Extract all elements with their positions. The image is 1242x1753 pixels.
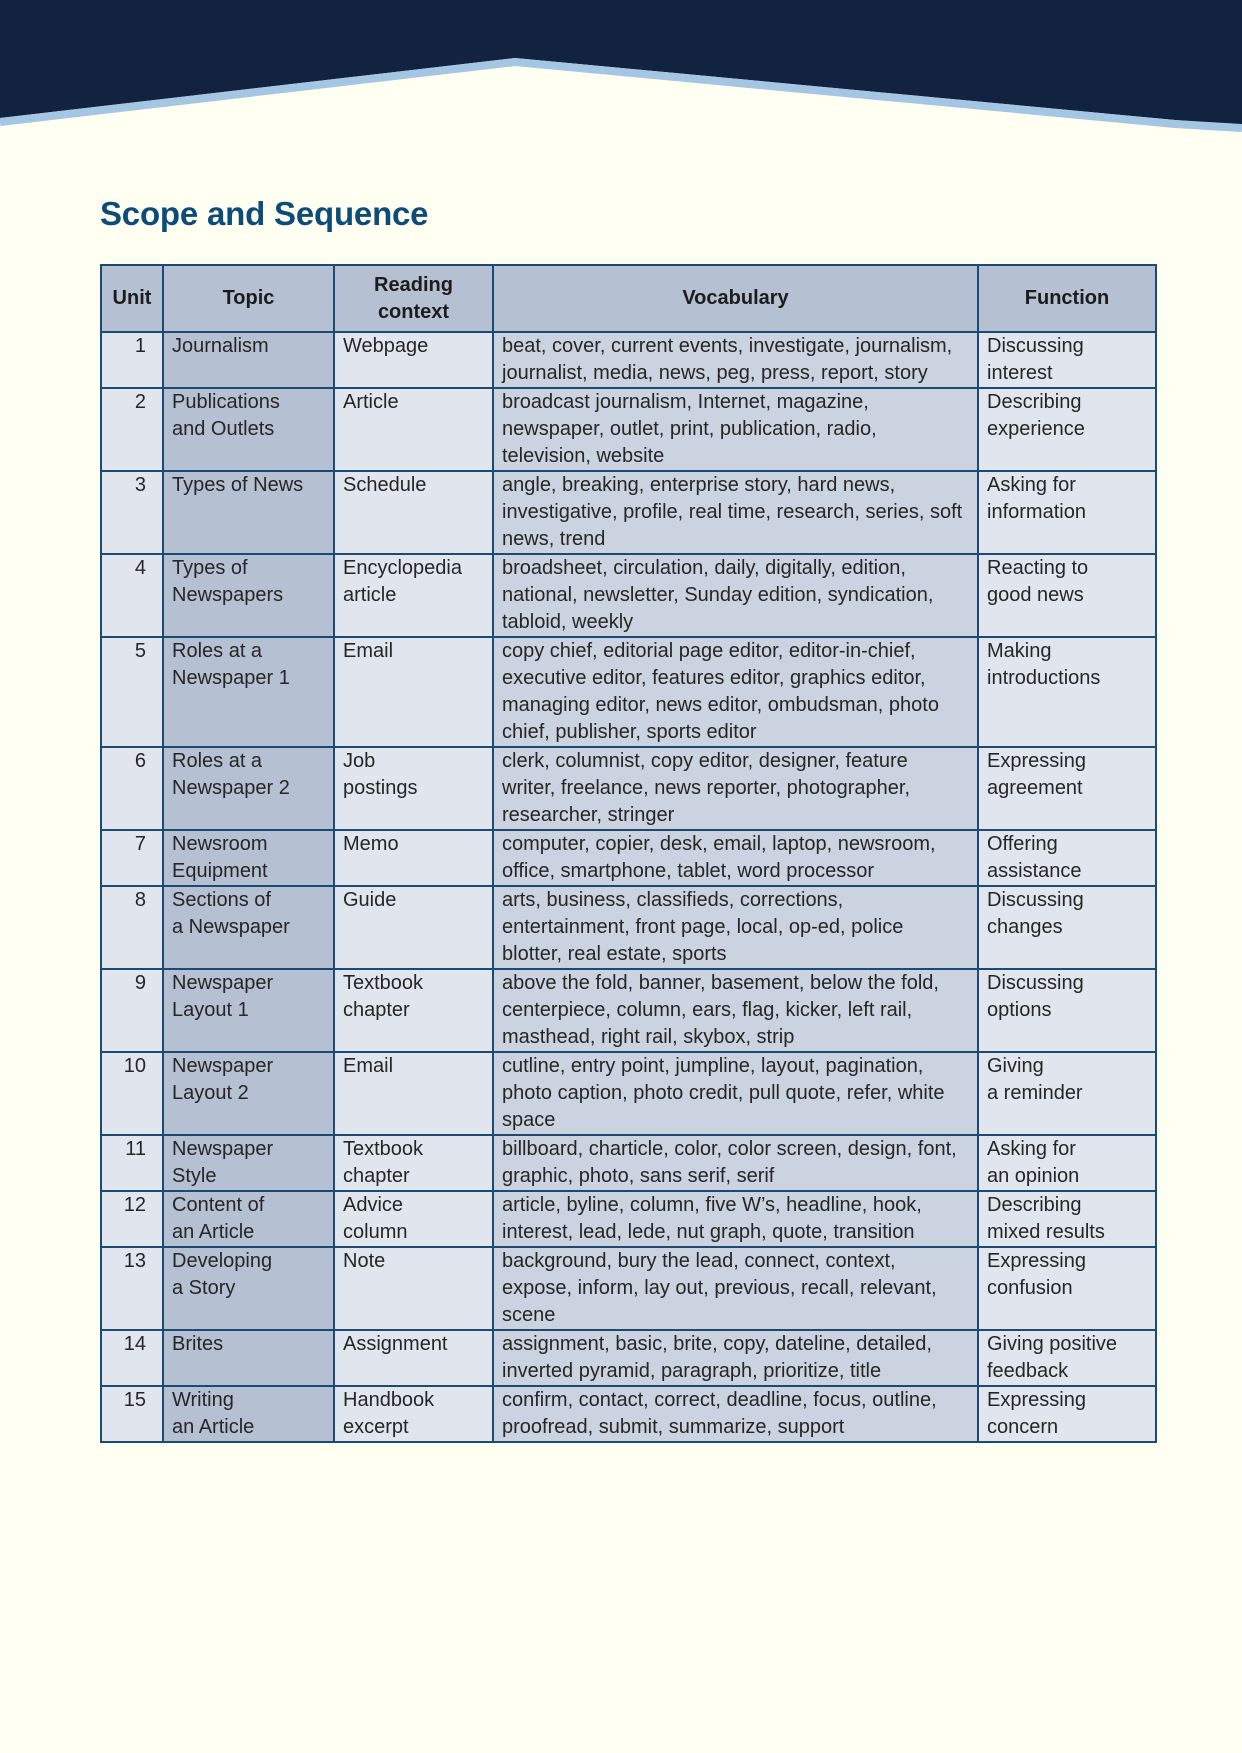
vocabulary-cell-line: beat, cover, current events, investigate, journalism, (502, 335, 953, 357)
function-cell-line: information (987, 501, 1086, 523)
vocabulary-cell-line: tabloid, weekly (502, 611, 634, 633)
function-cell (978, 747, 1156, 830)
vocabulary-cell-line: managing editor, news editor, ombudsman, photo (502, 694, 939, 716)
function-cell (978, 637, 1156, 747)
vocabulary-cell-line: centerpiece, column, ears, flag, kicker, left rail, (502, 999, 913, 1021)
table-row (101, 1191, 1156, 1247)
topic-cell-line: Sections of (172, 889, 271, 911)
reading-context-cell (334, 1135, 493, 1191)
vocabulary-cell (493, 471, 978, 554)
reading-context-cell-line: Schedule (343, 474, 427, 496)
reading-context-cell-line: Article (343, 391, 399, 413)
page-title: Scope and Sequence (100, 195, 429, 232)
unit-cell: 6 (101, 747, 163, 830)
function-cell (978, 1386, 1156, 1442)
vocabulary-cell-line: news, trend (502, 528, 606, 550)
unit-cell: 4 (101, 554, 163, 637)
reading-context-cell-line: column (343, 1221, 408, 1243)
vocabulary-cell-line: cutline, entry point, jumpline, layout, pagination, (502, 1055, 924, 1077)
reading-context-cell (334, 886, 493, 969)
vocabulary-cell (493, 747, 978, 830)
function-cell (978, 1330, 1156, 1386)
table-row (101, 1247, 1156, 1330)
vocabulary-cell-line: confirm, contact, correct, deadline, focus, outline, (502, 1389, 937, 1411)
vocabulary-cell-line: masthead, right rail, skybox, strip (502, 1026, 795, 1048)
topic-cell-line: Style (172, 1165, 217, 1187)
topic-cell-line: Content of (172, 1194, 265, 1216)
reading-context-cell-line: Handbook (343, 1389, 435, 1411)
reading-context-cell-line: article (343, 584, 397, 606)
banner-dark-band (0, 0, 1242, 125)
table-row (101, 332, 1156, 388)
topic-cell-line: Layout 2 (172, 1082, 249, 1104)
vocabulary-cell-line: scene (502, 1304, 556, 1326)
reading-context-cell-line: Note (343, 1250, 386, 1272)
function-cell-line: agreement (987, 777, 1083, 799)
table-row (101, 1135, 1156, 1191)
function-cell-line: interest (987, 362, 1053, 384)
reading-context-cell-line: Job (343, 750, 376, 772)
function-cell-line: Asking for (987, 1138, 1076, 1160)
unit-cell: 12 (101, 1191, 163, 1247)
table-row (101, 637, 1156, 747)
reading-context-cell (334, 1247, 493, 1330)
vocabulary-cell (493, 388, 978, 471)
function-cell-line: Offering (987, 833, 1058, 855)
vocabulary-cell-line: researcher, stringer (502, 804, 675, 826)
function-cell-line: Expressing (987, 1250, 1086, 1272)
topic-cell-line: Roles at a (172, 640, 263, 662)
reading-context-cell-line: Webpage (343, 335, 429, 357)
unit-cell: 11 (101, 1135, 163, 1191)
vocabulary-cell-line: article, byline, column, five W’s, headline, hook, (502, 1194, 922, 1216)
function-cell-line: experience (987, 418, 1085, 440)
function-cell-line: confusion (987, 1277, 1073, 1299)
function-cell (978, 554, 1156, 637)
reading-context-cell-line: Guide (343, 889, 397, 911)
reading-context-cell (334, 1330, 493, 1386)
vocabulary-cell (493, 1191, 978, 1247)
unit-cell: 13 (101, 1247, 163, 1330)
table-row (101, 747, 1156, 830)
function-cell-line: concern (987, 1416, 1059, 1438)
function-cell (978, 332, 1156, 388)
topic-cell (163, 886, 334, 969)
function-cell-line: assistance (987, 860, 1082, 882)
vocabulary-cell (493, 554, 978, 637)
header-reading-context (334, 265, 493, 332)
topic-cell (163, 1191, 334, 1247)
vocabulary-cell-line: broadcast journalism, Internet, magazine, (502, 391, 869, 413)
vocabulary-cell (493, 1135, 978, 1191)
function-cell-line: mixed results (987, 1221, 1105, 1243)
header-reading-context-line: Reading (374, 273, 453, 296)
topic-cell-line: a Newspaper (172, 916, 290, 938)
table-header-row (101, 265, 1156, 332)
vocabulary-cell-line: entertainment, front page, local, op-ed, police (502, 916, 904, 938)
function-cell-line: Describing (987, 1194, 1082, 1216)
unit-cell: 5 (101, 637, 163, 747)
unit-cell: 14 (101, 1330, 163, 1386)
reading-context-cell-line: chapter (343, 1165, 410, 1187)
unit-cell: 8 (101, 886, 163, 969)
topic-cell (163, 830, 334, 886)
vocabulary-cell-line: chief, publisher, sports editor (502, 721, 757, 743)
vocabulary-cell (493, 1330, 978, 1386)
function-cell (978, 1191, 1156, 1247)
reading-context-cell (334, 969, 493, 1052)
function-cell-line: Asking for (987, 474, 1076, 496)
unit-cell: 7 (101, 830, 163, 886)
table-row (101, 471, 1156, 554)
reading-context-cell-line: Memo (343, 833, 399, 855)
vocabulary-cell (493, 886, 978, 969)
reading-context-cell (334, 1191, 493, 1247)
table-row (101, 830, 1156, 886)
vocabulary-cell-line: broadsheet, circulation, daily, digitally, edition, (502, 557, 906, 579)
function-cell-line: feedback (987, 1360, 1069, 1382)
reading-context-cell-line: Assignment (343, 1333, 448, 1355)
vocabulary-cell-line: inverted pyramid, paragraph, prioritize, title (502, 1360, 882, 1382)
table-row (101, 886, 1156, 969)
vocabulary-cell-line: investigative, profile, real time, research, series, soft (502, 501, 963, 523)
vocabulary-cell-line: photo caption, photo credit, pull quote, refer, white (502, 1082, 945, 1104)
topic-cell-line: Roles at a (172, 750, 263, 772)
vocabulary-cell (493, 332, 978, 388)
function-cell-line: Discussing (987, 972, 1084, 994)
reading-context-cell-line: Encyclopedia (343, 557, 462, 579)
topic-cell-line: an Article (172, 1221, 255, 1243)
unit-cell: 2 (101, 388, 163, 471)
topic-cell-line: Publications (172, 391, 280, 413)
topic-cell (163, 471, 334, 554)
table-row (101, 554, 1156, 637)
topic-cell (163, 332, 334, 388)
function-cell-line: introductions (987, 667, 1101, 689)
vocabulary-cell-line: proofread, submit, summarize, support (502, 1416, 845, 1438)
topic-cell-line: Newsroom (172, 833, 268, 855)
vocabulary-cell (493, 1052, 978, 1135)
reading-context-cell (334, 471, 493, 554)
topic-cell-line: and Outlets (172, 418, 275, 440)
function-cell-line: Discussing (987, 335, 1084, 357)
vocabulary-cell (493, 637, 978, 747)
vocabulary-cell-line: writer, freelance, news reporter, photographer, (502, 777, 911, 799)
function-cell-line: a reminder (987, 1082, 1083, 1104)
reading-context-cell-line: Email (343, 1055, 394, 1077)
unit-cell: 1 (101, 332, 163, 388)
topic-cell-line: Newspaper 1 (172, 667, 290, 689)
vocabulary-cell (493, 969, 978, 1052)
function-cell-line: an opinion (987, 1165, 1080, 1187)
reading-context-cell (334, 1386, 493, 1442)
reading-context-cell-line: Advice (343, 1194, 404, 1216)
header-unit: Unit (101, 265, 163, 332)
topic-cell (163, 637, 334, 747)
vocabulary-cell-line: assignment, basic, brite, copy, dateline, detailed, (502, 1333, 932, 1355)
function-cell-line: Expressing (987, 1389, 1086, 1411)
function-cell (978, 388, 1156, 471)
reading-context-cell-line: Textbook (343, 1138, 424, 1160)
topic-cell-line: Types of News (172, 474, 304, 496)
function-cell (978, 886, 1156, 969)
vocabulary-cell-line: copy chief, editorial page editor, editor-in-chief, (502, 640, 916, 662)
header-reading-context-line: context (377, 300, 450, 323)
topic-cell (163, 969, 334, 1052)
topic-cell-line: Newspapers (172, 584, 284, 606)
vocabulary-cell-line: above the fold, banner, basement, below the fold, (502, 972, 939, 994)
reading-context-cell-line: chapter (343, 999, 410, 1021)
vocabulary-cell-line: executive editor, features editor, graphics editor, (502, 667, 926, 689)
function-cell (978, 471, 1156, 554)
vocabulary-cell-line: computer, copier, desk, email, laptop, newsroom, (502, 833, 936, 855)
reading-context-cell (334, 554, 493, 637)
function-cell-line: Expressing (987, 750, 1086, 772)
unit-cell: 9 (101, 969, 163, 1052)
table-row (101, 1330, 1156, 1386)
function-cell (978, 830, 1156, 886)
topic-cell (163, 1386, 334, 1442)
vocabulary-cell-line: clerk, columnist, copy editor, designer, feature (502, 750, 908, 772)
reading-context-cell-line: postings (343, 777, 418, 799)
vocabulary-cell-line: expose, inform, lay out, previous, recall, relevant, (502, 1277, 937, 1299)
vocabulary-cell-line: newspaper, outlet, print, publication, radio, (502, 418, 877, 440)
unit-cell: 3 (101, 471, 163, 554)
function-cell-line: Reacting to (987, 557, 1089, 579)
header-function: Function (978, 265, 1156, 332)
vocabulary-cell-line: interest, lead, lede, nut graph, quote, transition (502, 1221, 915, 1243)
reading-context-cell (334, 747, 493, 830)
topic-cell-line: Types of (172, 557, 248, 579)
table-row (101, 1052, 1156, 1135)
scope-sequence-table (100, 264, 1157, 1443)
topic-cell-line: Journalism (172, 335, 269, 357)
vocabulary-cell (493, 1386, 978, 1442)
vocabulary-cell-line: angle, breaking, enterprise story, hard news, (502, 474, 896, 496)
topic-cell-line: Newspaper (172, 1055, 274, 1077)
reading-context-cell (334, 388, 493, 471)
topic-cell (163, 1247, 334, 1330)
function-cell-line: good news (987, 584, 1084, 606)
vocabulary-cell-line: television, website (502, 445, 665, 467)
topic-cell (163, 747, 334, 830)
vocabulary-cell (493, 1247, 978, 1330)
header-vocabulary: Vocabulary (493, 265, 978, 332)
function-cell (978, 1247, 1156, 1330)
topic-cell (163, 554, 334, 637)
table-body (101, 332, 1156, 1442)
vocabulary-cell-line: journalist, media, news, peg, press, report, story (502, 362, 928, 384)
reading-context-cell (334, 332, 493, 388)
reading-context-cell (334, 830, 493, 886)
header-topic: Topic (163, 265, 334, 332)
reading-context-cell-line: excerpt (343, 1416, 409, 1438)
topic-cell-line: a Story (172, 1277, 236, 1299)
topic-cell-line: Layout 1 (172, 999, 249, 1021)
topic-cell (163, 1330, 334, 1386)
topic-cell (163, 1052, 334, 1135)
vocabulary-cell-line: office, smartphone, tablet, word processor (502, 860, 875, 882)
table-row (101, 388, 1156, 471)
function-cell (978, 1052, 1156, 1135)
unit-cell: 15 (101, 1386, 163, 1442)
function-cell-line: Giving positive (987, 1333, 1118, 1355)
reading-context-cell (334, 1052, 493, 1135)
reading-context-cell-line: Textbook (343, 972, 424, 994)
topic-cell (163, 388, 334, 471)
function-cell (978, 1135, 1156, 1191)
topic-cell-line: an Article (172, 1416, 255, 1438)
function-cell-line: Making (987, 640, 1052, 662)
function-cell-line: Describing (987, 391, 1082, 413)
reading-context-cell (334, 637, 493, 747)
topic-cell-line: Brites (172, 1333, 224, 1355)
header-banner (0, 0, 1242, 135)
topic-cell-line: Equipment (172, 860, 268, 882)
topic-cell-line: Newspaper (172, 972, 274, 994)
topic-cell-line: Newspaper 2 (172, 777, 290, 799)
table-row (101, 969, 1156, 1052)
vocabulary-cell-line: graphic, photo, sans serif, serif (502, 1165, 775, 1187)
function-cell (978, 969, 1156, 1052)
vocabulary-cell-line: space (502, 1109, 556, 1131)
reading-context-cell-line: Email (343, 640, 394, 662)
vocabulary-cell-line: background, bury the lead, connect, context, (502, 1250, 896, 1272)
topic-cell-line: Developing (172, 1250, 273, 1272)
vocabulary-cell-line: national, newsletter, Sunday edition, syndication, (502, 584, 934, 606)
function-cell-line: Discussing (987, 889, 1084, 911)
vocabulary-cell-line: billboard, charticle, color, color screen, design, font, (502, 1138, 957, 1160)
topic-cell-line: Writing (172, 1389, 234, 1411)
topic-cell (163, 1135, 334, 1191)
vocabulary-cell-line: arts, business, classifieds, corrections, (502, 889, 844, 911)
table-row (101, 1386, 1156, 1442)
vocabulary-cell-line: blotter, real estate, sports (502, 943, 727, 965)
function-cell-line: options (987, 999, 1052, 1021)
topic-cell-line: Newspaper (172, 1138, 274, 1160)
unit-cell: 10 (101, 1052, 163, 1135)
function-cell-line: Giving (987, 1055, 1044, 1077)
function-cell-line: changes (987, 916, 1063, 938)
vocabulary-cell (493, 830, 978, 886)
